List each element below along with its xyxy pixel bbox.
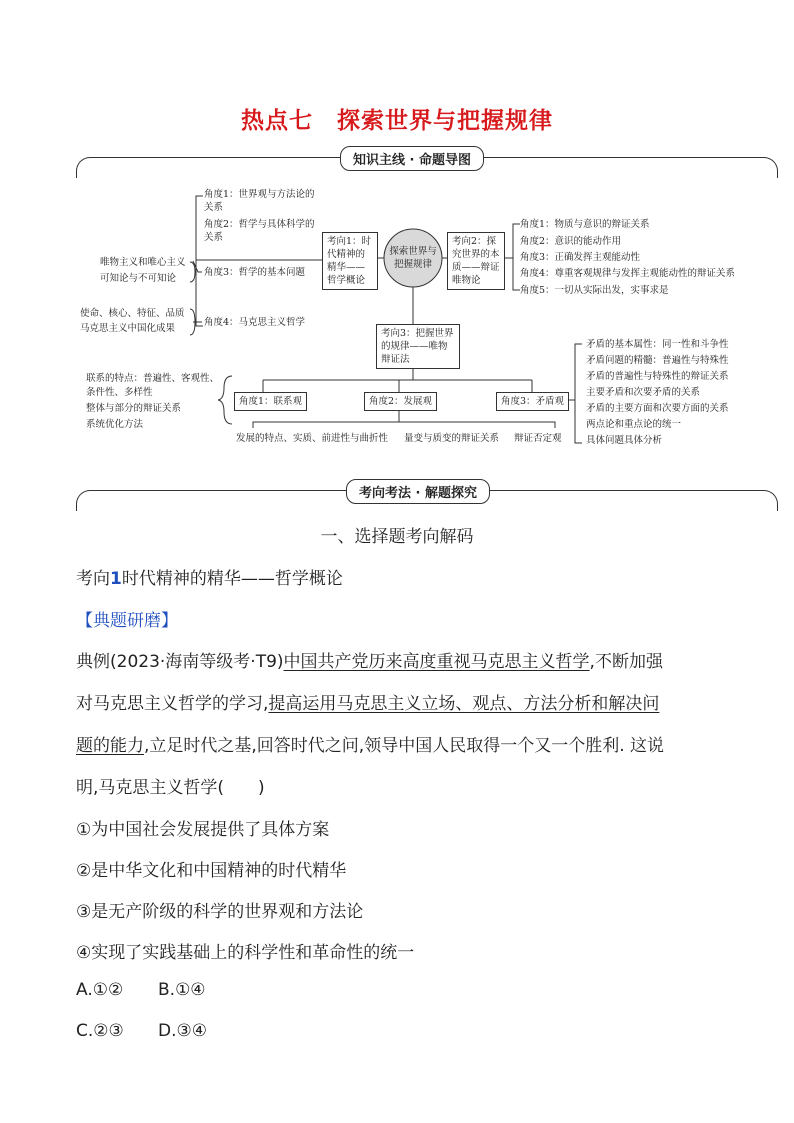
mm-contra-note: 两点论和重点论的统一 — [586, 419, 682, 430]
option-statement: ③是无产阶级的科学的世界观和方法论 — [76, 902, 364, 922]
mm-contra-note: 主要矛盾和次要矛盾的关系 — [586, 387, 701, 398]
answer-choice-c[interactable]: C.②③ — [76, 1021, 124, 1041]
option-statement: ①为中国社会发展提供了具体方案 — [76, 820, 330, 840]
answer-choice-a[interactable]: A.①② — [76, 980, 124, 1000]
mm-left-note: 使命、核心、特征、品质 — [80, 308, 185, 319]
option-statement: ②是中华文化和中国精神的时代精华 — [76, 861, 347, 881]
mm-left-item: 角度2：哲学与具体科学的关系 — [204, 219, 315, 243]
section-header-explore: 考向考法 · 解题探究 — [346, 479, 490, 504]
content-heading: 一、选择题考向解码 — [320, 527, 474, 547]
answer-choice-d[interactable]: D.③④ — [158, 1021, 207, 1041]
mm-center: 探索世界与把握规律 — [389, 246, 437, 270]
mm-contra-note: 矛盾问题的精髓：普遍性与特殊性 — [586, 355, 729, 366]
mm-right-item: 角度4：尊重客观规律与发挥主观能动性的辩证关系 — [520, 268, 736, 279]
question-text: ,立足时代之基,回答时代之问,领导中国人民取得一个又一个胜利. 这说 — [144, 736, 665, 756]
answer-choice-b[interactable]: B.①④ — [158, 980, 206, 1000]
question-line — [76, 689, 659, 714]
mm-left-item: 角度3：哲学的基本问题 — [204, 267, 306, 278]
mm-link-note: 整体与部分的辩证关系 — [86, 403, 182, 414]
section-header-knowledge: 知识主线 · 命题导图 — [340, 146, 484, 171]
question-underlined: 题的能力 — [76, 736, 144, 756]
question-text: ,不断加强 — [589, 652, 663, 672]
mm-left-note: 唯物主义和唯心主义 — [100, 257, 186, 268]
question-underlined: 提高运用马克思主义立场、观点、方法分析和解决问 — [268, 694, 660, 714]
question-text: 对马克思主义哲学的学习, — [76, 694, 269, 714]
mm-left-note: 可知论与不可知论 — [100, 273, 177, 284]
mm-contra-note: 矛盾的主要方面和次要方面的关系 — [586, 403, 729, 414]
mm-left-item: 角度1：世界观与方法论的关系 — [204, 189, 315, 213]
question-source: 典例(2023·海南等级考·T9) — [76, 652, 284, 672]
kaoxiang-text: 时代精神的精华——哲学概论 — [121, 569, 343, 589]
mm-angle-contra: 角度3：矛盾观 — [496, 392, 569, 411]
mm-contra-note: 矛盾的普遍性与特殊性的辩证关系 — [586, 371, 729, 382]
question-line: 明,马克思主义哲学( ) — [76, 778, 265, 798]
mm-contra-note: 具体问题具体分析 — [586, 435, 663, 446]
mm-dev-note: 发展的特点、实质、前进性与曲折性 — [236, 433, 389, 444]
page-title: 热点七 探索世界与把握规律 — [241, 108, 553, 134]
question-line — [76, 731, 664, 756]
mm-right-item: 角度1：物质与意识的辩证关系 — [520, 219, 650, 230]
mm-right-item: 角度3：正确发挥主观能动性 — [520, 252, 641, 263]
mm-right-item: 角度5：一切从实际出发，实事求是 — [520, 285, 669, 296]
option-statement: ④实现了实践基础上的科学性和革命性的统一 — [76, 943, 415, 963]
mm-node-k1: 考向1：时代精神的精华——哲学概论 — [322, 232, 378, 290]
mm-node-k3: 考向3：把握世界的规律——唯物辩证法 — [376, 324, 460, 369]
kaoxiang-title — [76, 564, 343, 589]
kaoxiang-number: 1 — [110, 569, 122, 589]
mm-angle-dev: 角度2：发展观 — [364, 392, 437, 411]
mm-right-item: 角度2：意识的能动作用 — [520, 236, 622, 247]
mm-angle-link: 角度1：联系观 — [234, 392, 307, 411]
typical-label: 【典题研磨】 — [76, 611, 178, 631]
mm-left-item: 角度4：马克思主义哲学 — [204, 317, 306, 328]
question-underlined: 中国共产党历来高度重视马克思主义哲学 — [283, 652, 590, 672]
question-line — [76, 647, 663, 672]
mm-link-note: 系统优化方法 — [86, 419, 144, 430]
mm-dev-note: 量变与质变的辩证关系 — [404, 433, 500, 444]
mm-contra-note: 矛盾的基本属性：同一性和斗争性 — [586, 339, 729, 350]
mm-left-note: 马克思主义中国化成果 — [80, 323, 176, 334]
mm-dev-note: 辩证否定观 — [514, 433, 562, 444]
mm-link-note: 条件性、多样性 — [86, 387, 153, 398]
mm-node-k2: 考向2：探究世界的本质——辩证唯物论 — [447, 232, 505, 290]
kaoxiang-prefix: 考向 — [76, 569, 110, 589]
mm-link-note: 联系的特点：普遍性、客观性、 — [86, 373, 220, 384]
